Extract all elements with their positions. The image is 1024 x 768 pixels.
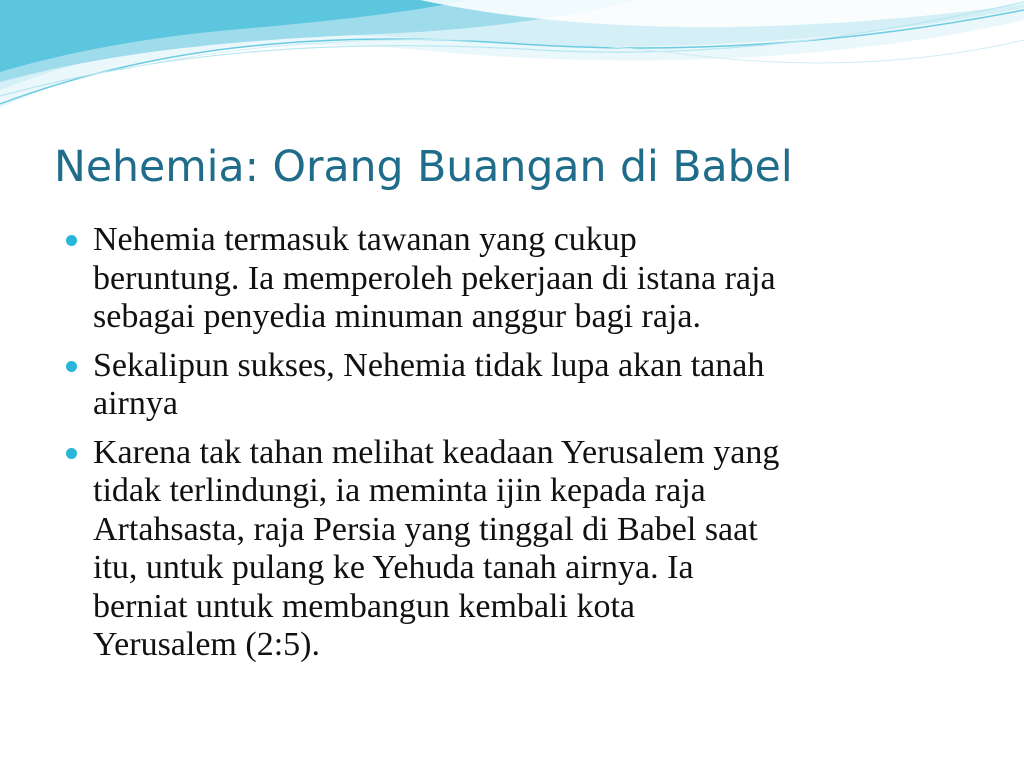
bullet-list bbox=[66, 221, 1006, 675]
bullet-item-2 bbox=[66, 347, 1006, 424]
bullet-line: beruntung. Ia memperoleh pekerjaan di istana raja bbox=[93, 259, 776, 297]
bullet-line: sebagai penyedia minuman anggur bagi raja. bbox=[93, 298, 701, 335]
bullet-text bbox=[93, 434, 1006, 665]
bullet-line: tidak terlindungi, ia meminta ijin kepada raja bbox=[93, 472, 706, 509]
bullet-line: berniat untuk membangun kembali kota bbox=[93, 587, 635, 625]
bullet-dot-icon bbox=[66, 448, 77, 459]
wave-banner-decoration bbox=[0, 0, 1024, 120]
bullet-item-1 bbox=[66, 221, 1006, 337]
bullet-text bbox=[93, 221, 1006, 337]
bullet-text bbox=[93, 347, 1006, 424]
slide-title: Nehemia: Orang Buangan di Babel bbox=[54, 142, 793, 192]
bullet-item-3 bbox=[66, 434, 1006, 665]
bullet-line: Sekalipun sukses, Nehemia tidak lupa akan tanah bbox=[93, 346, 765, 384]
bullet-dot-icon bbox=[66, 361, 77, 372]
bullet-line: Yerusalem (2:5). bbox=[93, 626, 320, 663]
bullet-line: Artahsasta, raja Persia yang tinggal di Babel saat bbox=[93, 510, 758, 548]
bullet-dot-icon bbox=[66, 235, 77, 246]
bullet-line: Karena tak tahan melihat keadaan Yerusalem yang bbox=[93, 433, 780, 471]
bullet-line: Nehemia termasuk tawanan yang cukup bbox=[93, 221, 637, 258]
bullet-line: itu, untuk pulang ke Yehuda tanah airnya. Ia bbox=[93, 549, 694, 586]
bullet-line: airnya bbox=[93, 385, 178, 422]
